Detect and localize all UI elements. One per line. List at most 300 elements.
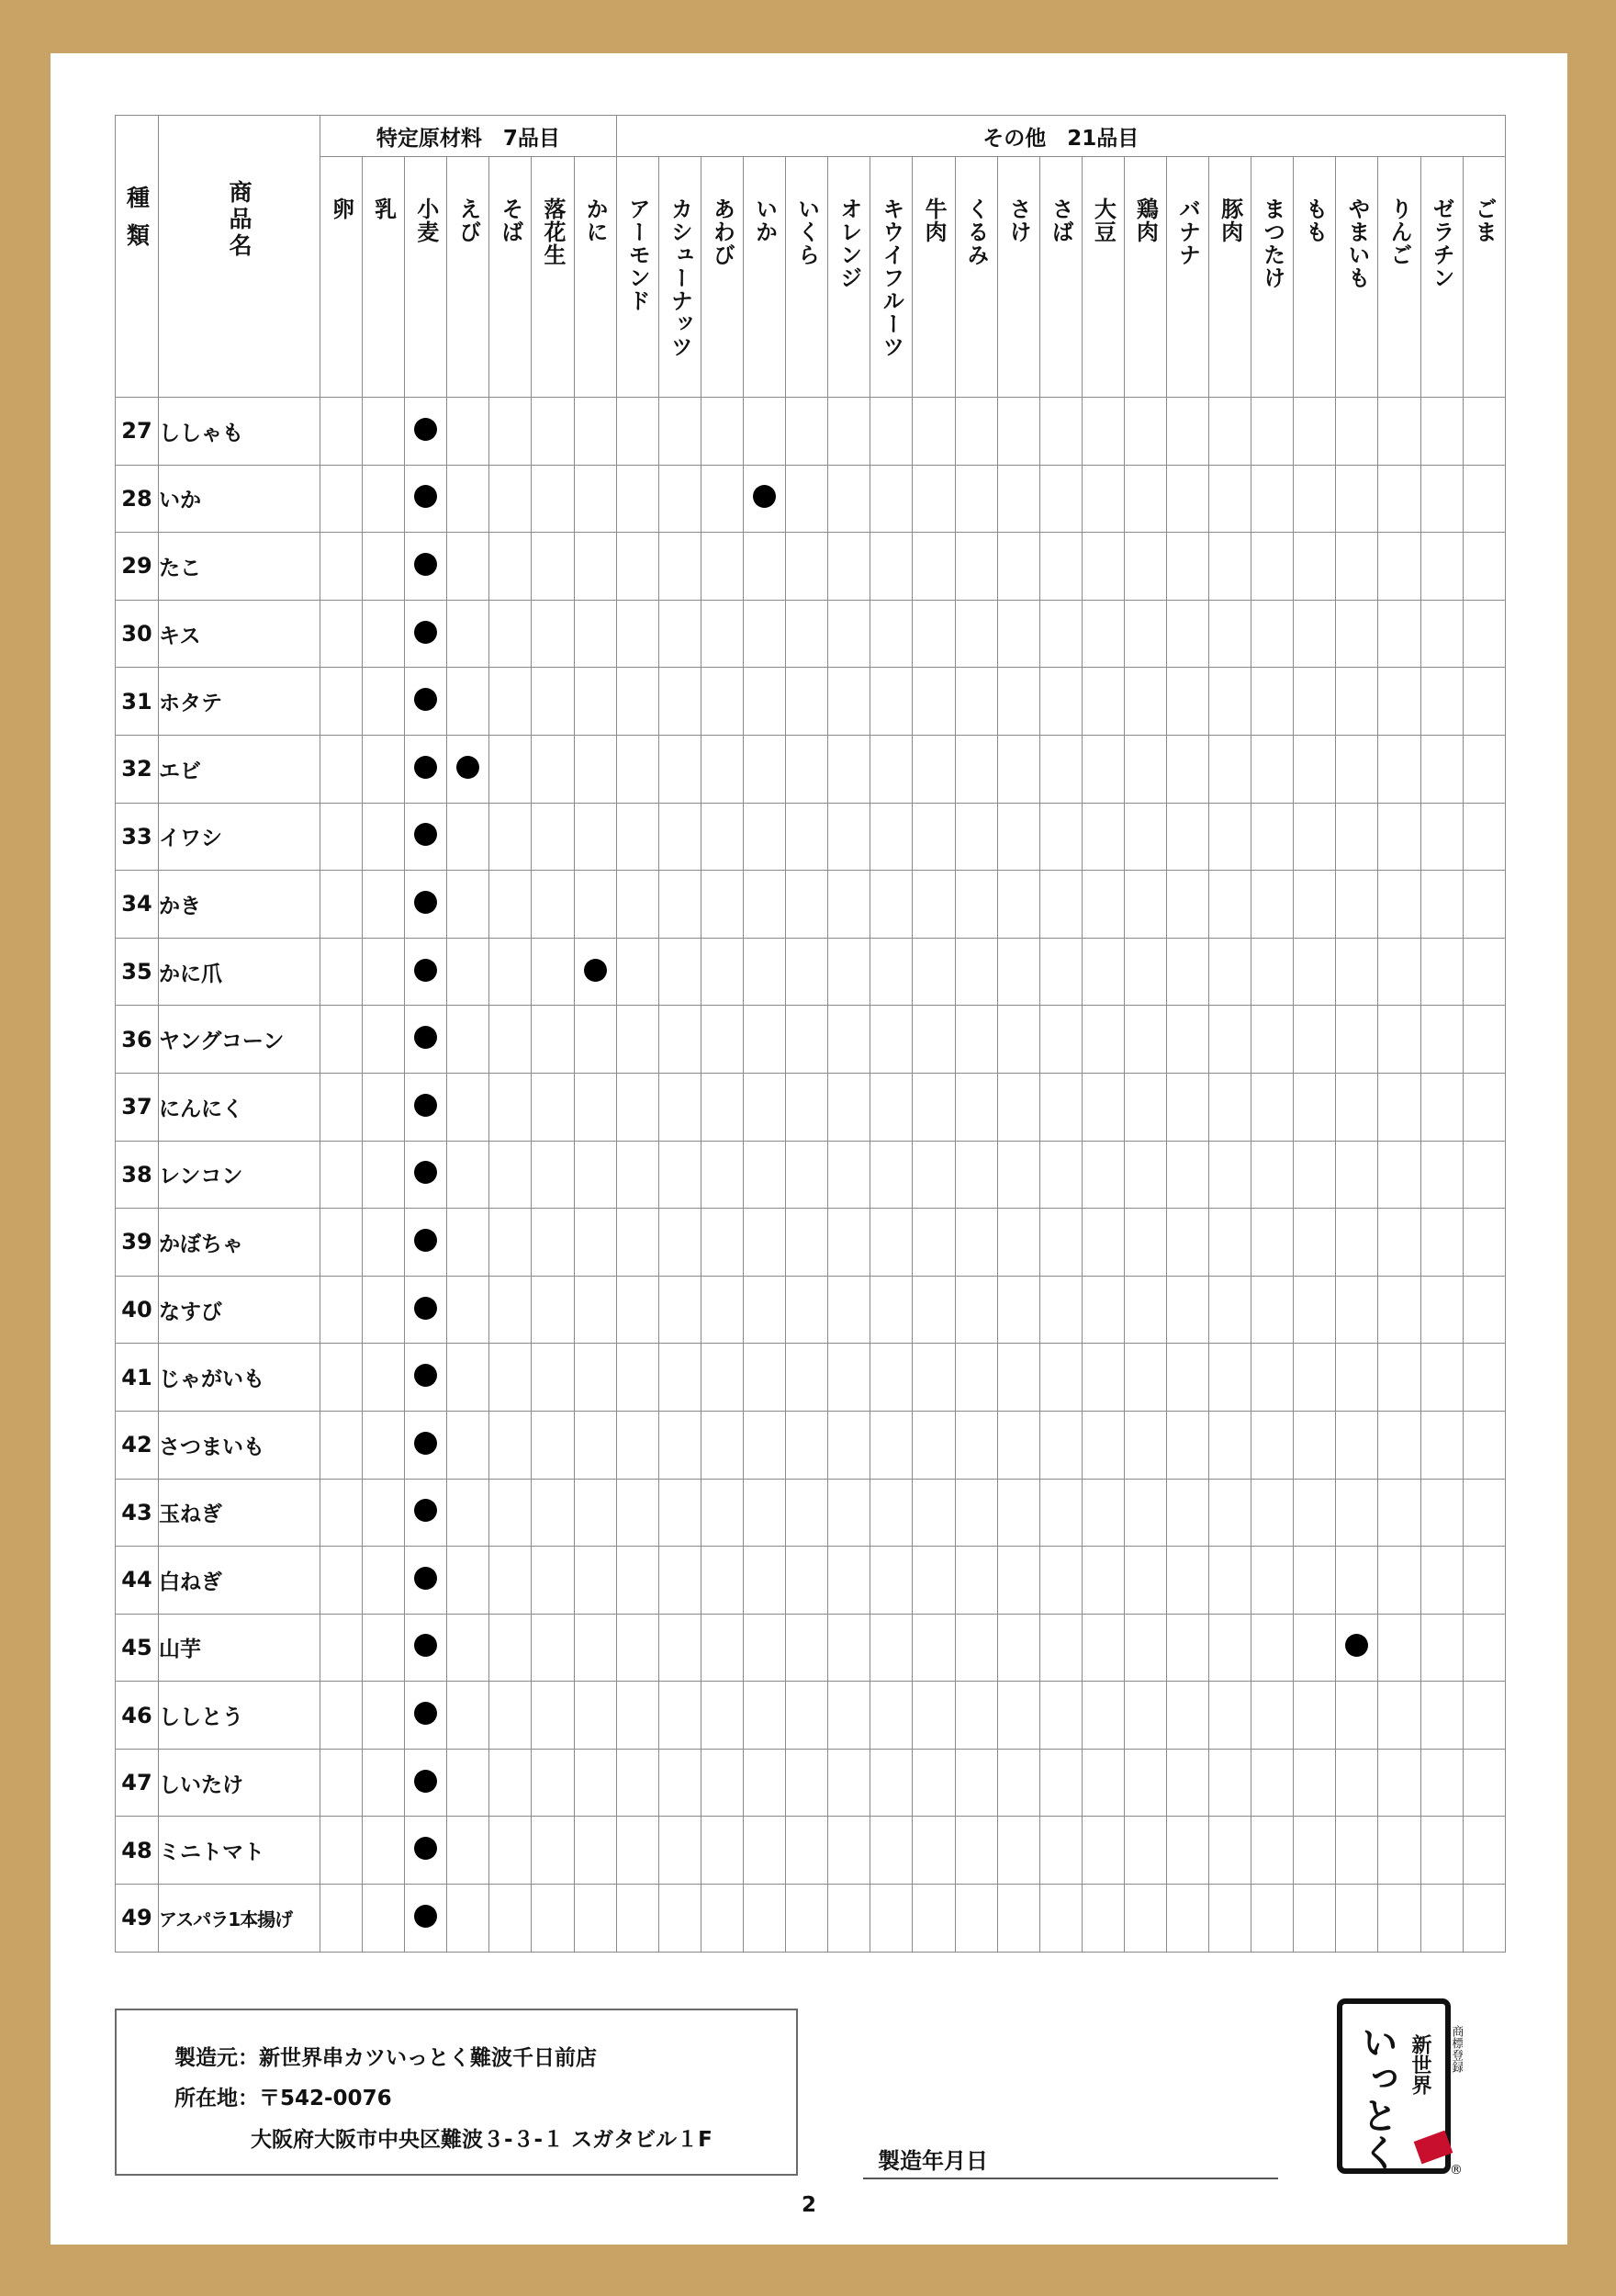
allergen-cell bbox=[1336, 1479, 1378, 1547]
allergen-cell bbox=[320, 668, 363, 736]
allergen-cell bbox=[1251, 803, 1294, 871]
allergen-cell bbox=[447, 465, 489, 533]
allergen-cell bbox=[1251, 1614, 1294, 1682]
table-row bbox=[116, 803, 1506, 871]
allergen-cell bbox=[447, 668, 489, 736]
allergen-cell bbox=[1378, 668, 1420, 736]
table-row bbox=[116, 398, 1506, 466]
allergen-cell bbox=[1166, 1547, 1208, 1615]
allergen-cell bbox=[616, 1209, 658, 1277]
allergen-cell bbox=[1378, 803, 1420, 871]
allergen-cell bbox=[913, 465, 955, 533]
contains-mark bbox=[414, 1026, 437, 1049]
product-name: ホタテ bbox=[159, 668, 320, 736]
allergen-cell bbox=[913, 1749, 955, 1817]
allergen-cell bbox=[1336, 1682, 1378, 1750]
allergen-cell bbox=[1420, 1209, 1463, 1277]
allergen-cell bbox=[1336, 735, 1378, 803]
allergen-cell bbox=[1251, 465, 1294, 533]
contains-mark bbox=[414, 485, 437, 508]
allergen-cell bbox=[955, 668, 997, 736]
allergen-cell bbox=[1209, 1141, 1251, 1209]
allergen-cell bbox=[1463, 600, 1505, 668]
allergen-cell bbox=[1463, 1344, 1505, 1412]
allergen-cell bbox=[701, 1682, 743, 1750]
allergen-cell bbox=[489, 1885, 532, 1953]
allergen-header-15: くるみ bbox=[955, 157, 997, 398]
allergen-cell bbox=[997, 1006, 1039, 1074]
logo-main-text: いっとく bbox=[1355, 2023, 1399, 2170]
allergen-cell bbox=[1039, 938, 1082, 1006]
row-number: 39 bbox=[116, 1209, 159, 1277]
allergen-cell bbox=[1039, 465, 1082, 533]
allergen-cell bbox=[1124, 398, 1166, 466]
allergen-cell bbox=[1420, 1885, 1463, 1953]
allergen-cell bbox=[320, 398, 363, 466]
allergen-cell bbox=[1294, 668, 1336, 736]
allergen-cell bbox=[489, 1817, 532, 1885]
table-row bbox=[116, 533, 1506, 601]
allergen-cell bbox=[616, 803, 658, 871]
allergen-cell bbox=[363, 600, 405, 668]
allergen-cell bbox=[870, 1006, 913, 1074]
allergen-cell bbox=[744, 398, 786, 466]
allergen-cell bbox=[1251, 871, 1294, 939]
allergen-cell bbox=[786, 600, 828, 668]
allergen-cell bbox=[616, 1006, 658, 1074]
allergen-cell bbox=[405, 668, 447, 736]
allergen-cell bbox=[363, 668, 405, 736]
row-number: 35 bbox=[116, 938, 159, 1006]
allergen-cell bbox=[489, 938, 532, 1006]
allergen-cell bbox=[1082, 1073, 1124, 1141]
allergen-cell bbox=[1209, 1073, 1251, 1141]
allergen-header-27: ごま bbox=[1463, 157, 1505, 398]
allergen-header-0: 卵 bbox=[320, 157, 363, 398]
allergen-cell bbox=[828, 1479, 870, 1547]
allergen-cell bbox=[1420, 871, 1463, 939]
allergen-cell bbox=[744, 1411, 786, 1479]
allergen-cell bbox=[786, 1344, 828, 1412]
allergen-cell bbox=[447, 533, 489, 601]
allergen-cell bbox=[955, 803, 997, 871]
allergen-cell bbox=[489, 1006, 532, 1074]
allergen-cell bbox=[616, 1141, 658, 1209]
allergen-table bbox=[115, 115, 1506, 1953]
allergen-cell bbox=[405, 1614, 447, 1682]
allergen-cell bbox=[658, 1073, 701, 1141]
allergen-cell bbox=[658, 465, 701, 533]
allergen-cell bbox=[828, 1276, 870, 1344]
allergen-cell bbox=[1039, 1141, 1082, 1209]
allergen-cell bbox=[1039, 1817, 1082, 1885]
allergen-cell bbox=[1166, 1209, 1208, 1277]
allergen-cell bbox=[447, 1141, 489, 1209]
allergen-cell bbox=[1039, 871, 1082, 939]
allergen-cell bbox=[1082, 668, 1124, 736]
allergen-cell bbox=[1209, 1411, 1251, 1479]
allergen-cell bbox=[1420, 1073, 1463, 1141]
product-name: かに爪 bbox=[159, 938, 320, 1006]
allergen-cell bbox=[1251, 938, 1294, 1006]
allergen-cell bbox=[744, 1885, 786, 1953]
contains-mark bbox=[414, 1702, 437, 1725]
allergen-cell bbox=[997, 1749, 1039, 1817]
allergen-cell bbox=[955, 1411, 997, 1479]
manufacturer-text: 製造元：新世界串カツいっとく難波千日前店 bbox=[174, 2046, 597, 2070]
allergen-cell bbox=[489, 533, 532, 601]
product-name: にんにく bbox=[159, 1073, 320, 1141]
allergen-cell bbox=[955, 600, 997, 668]
allergen-cell bbox=[786, 1209, 828, 1277]
allergen-cell bbox=[1336, 465, 1378, 533]
allergen-cell bbox=[1209, 1006, 1251, 1074]
allergen-cell bbox=[870, 1479, 913, 1547]
allergen-cell bbox=[447, 1682, 489, 1750]
allergen-cell bbox=[1209, 1682, 1251, 1750]
allergen-header-5: 落花生 bbox=[532, 157, 574, 398]
allergen-cell bbox=[744, 600, 786, 668]
allergen-cell bbox=[616, 1817, 658, 1885]
allergen-cell bbox=[1124, 1073, 1166, 1141]
allergen-cell bbox=[955, 1749, 997, 1817]
allergen-cell bbox=[447, 803, 489, 871]
allergen-cell bbox=[828, 398, 870, 466]
allergen-cell bbox=[997, 938, 1039, 1006]
allergen-cell bbox=[447, 735, 489, 803]
row-number: 41 bbox=[116, 1344, 159, 1412]
allergen-cell bbox=[363, 1479, 405, 1547]
allergen-cell bbox=[489, 1276, 532, 1344]
table-row bbox=[116, 1411, 1506, 1479]
allergen-cell bbox=[701, 1073, 743, 1141]
allergen-header-22: まつたけ bbox=[1251, 157, 1294, 398]
allergen-cell bbox=[786, 938, 828, 1006]
allergen-cell bbox=[532, 1073, 574, 1141]
row-number: 28 bbox=[116, 465, 159, 533]
allergen-cell bbox=[1463, 465, 1505, 533]
allergen-cell bbox=[1378, 1479, 1420, 1547]
allergen-cell bbox=[701, 1479, 743, 1547]
table-row bbox=[116, 735, 1506, 803]
product-name: たこ bbox=[159, 533, 320, 601]
allergen-cell bbox=[489, 1479, 532, 1547]
allergen-cell bbox=[997, 1209, 1039, 1277]
allergen-cell bbox=[913, 600, 955, 668]
allergen-cell bbox=[1420, 668, 1463, 736]
product-name: ししゃも bbox=[159, 398, 320, 466]
allergen-cell bbox=[532, 1749, 574, 1817]
allergen-cell bbox=[870, 871, 913, 939]
allergen-cell bbox=[1294, 1479, 1336, 1547]
allergen-cell bbox=[1209, 1209, 1251, 1277]
allergen-cell bbox=[1166, 1006, 1208, 1074]
allergen-cell bbox=[1082, 1209, 1124, 1277]
allergen-cell bbox=[1463, 398, 1505, 466]
allergen-cell bbox=[532, 1006, 574, 1074]
allergen-cell bbox=[1251, 1276, 1294, 1344]
allergen-cell bbox=[405, 398, 447, 466]
allergen-cell bbox=[1336, 1614, 1378, 1682]
allergen-cell bbox=[1294, 398, 1336, 466]
allergen-cell bbox=[1082, 1749, 1124, 1817]
allergen-cell bbox=[786, 803, 828, 871]
allergen-cell bbox=[1463, 668, 1505, 736]
allergen-cell bbox=[1082, 398, 1124, 466]
table-body bbox=[116, 398, 1506, 1953]
allergen-cell bbox=[1082, 533, 1124, 601]
allergen-cell bbox=[1336, 600, 1378, 668]
table-row bbox=[116, 668, 1506, 736]
allergen-cell bbox=[447, 1614, 489, 1682]
allergen-cell bbox=[616, 1411, 658, 1479]
allergen-cell bbox=[532, 1885, 574, 1953]
allergen-cell bbox=[955, 1614, 997, 1682]
allergen-cell bbox=[1378, 1749, 1420, 1817]
contains-mark bbox=[414, 891, 437, 914]
allergen-cell bbox=[1336, 803, 1378, 871]
allergen-cell bbox=[997, 1276, 1039, 1344]
allergen-cell bbox=[658, 600, 701, 668]
allergen-cell bbox=[574, 1614, 616, 1682]
allergen-cell bbox=[997, 465, 1039, 533]
allergen-cell bbox=[489, 1682, 532, 1750]
allergen-cell bbox=[405, 1073, 447, 1141]
allergen-cell bbox=[1378, 1276, 1420, 1344]
allergen-cell bbox=[532, 1209, 574, 1277]
allergen-cell bbox=[1124, 1682, 1166, 1750]
allergen-header-7: アーモンド bbox=[616, 157, 658, 398]
allergen-cell bbox=[1209, 803, 1251, 871]
allergen-cell bbox=[1251, 1141, 1294, 1209]
allergen-cell bbox=[1124, 803, 1166, 871]
product-name: 白ねぎ bbox=[159, 1547, 320, 1615]
allergen-cell bbox=[828, 1344, 870, 1412]
contains-mark bbox=[414, 1297, 437, 1320]
allergen-cell bbox=[320, 1885, 363, 1953]
product-name: イワシ bbox=[159, 803, 320, 871]
allergen-cell bbox=[1336, 871, 1378, 939]
allergen-cell bbox=[1336, 398, 1378, 466]
allergen-cell bbox=[870, 1885, 913, 1953]
allergen-cell bbox=[1209, 1547, 1251, 1615]
contains-mark bbox=[414, 1161, 437, 1184]
allergen-header-11: いくら bbox=[786, 157, 828, 398]
allergen-cell bbox=[1209, 735, 1251, 803]
allergen-cell bbox=[1463, 938, 1505, 1006]
allergen-cell bbox=[447, 1479, 489, 1547]
allergen-cell bbox=[489, 398, 532, 466]
allergen-cell bbox=[1251, 1209, 1294, 1277]
product-name: エビ bbox=[159, 735, 320, 803]
allergen-cell bbox=[870, 398, 913, 466]
contains-mark bbox=[414, 1229, 437, 1252]
allergen-cell bbox=[1039, 398, 1082, 466]
allergen-cell bbox=[1082, 1479, 1124, 1547]
allergen-cell bbox=[786, 1749, 828, 1817]
allergen-cell bbox=[658, 1411, 701, 1479]
allergen-cell bbox=[447, 398, 489, 466]
allergen-cell bbox=[1124, 1817, 1166, 1885]
allergen-cell bbox=[1124, 1614, 1166, 1682]
row-number: 42 bbox=[116, 1411, 159, 1479]
allergen-cell bbox=[1336, 1547, 1378, 1615]
contains-mark bbox=[414, 1432, 437, 1455]
allergen-cell bbox=[1039, 600, 1082, 668]
allergen-cell bbox=[447, 1344, 489, 1412]
allergen-cell bbox=[574, 600, 616, 668]
allergen-cell bbox=[574, 398, 616, 466]
allergen-cell bbox=[405, 1749, 447, 1817]
allergen-cell bbox=[320, 1073, 363, 1141]
contains-mark bbox=[414, 553, 437, 576]
allergen-cell bbox=[1209, 1276, 1251, 1344]
allergen-cell bbox=[320, 1006, 363, 1074]
allergen-cell bbox=[1378, 938, 1420, 1006]
allergen-cell bbox=[447, 1817, 489, 1885]
allergen-cell bbox=[616, 1682, 658, 1750]
allergen-cell bbox=[658, 1547, 701, 1615]
allergen-cell bbox=[828, 1885, 870, 1953]
allergen-cell bbox=[997, 533, 1039, 601]
allergen-cell bbox=[955, 1885, 997, 1953]
registered-mark: ® bbox=[1450, 2163, 1463, 2177]
allergen-cell bbox=[828, 735, 870, 803]
allergen-cell bbox=[489, 1614, 532, 1682]
allergen-cell bbox=[1251, 1682, 1294, 1750]
allergen-cell bbox=[574, 1411, 616, 1479]
address-street: 大阪府大阪市中央区難波３-３-１ スガタビル１F bbox=[251, 2128, 713, 2152]
allergen-cell bbox=[997, 735, 1039, 803]
allergen-cell bbox=[1209, 600, 1251, 668]
allergen-cell bbox=[1420, 1547, 1463, 1615]
allergen-cell bbox=[744, 803, 786, 871]
allergen-cell bbox=[658, 1614, 701, 1682]
allergen-cell bbox=[658, 533, 701, 601]
allergen-cell bbox=[913, 1209, 955, 1277]
allergen-cell bbox=[913, 803, 955, 871]
allergen-cell bbox=[1463, 1547, 1505, 1615]
allergen-cell bbox=[1124, 1749, 1166, 1817]
contains-mark bbox=[414, 1837, 437, 1860]
allergen-cell bbox=[616, 871, 658, 939]
allergen-cell bbox=[447, 1749, 489, 1817]
table-row bbox=[116, 1141, 1506, 1209]
allergen-cell bbox=[913, 1682, 955, 1750]
allergen-cell bbox=[405, 1344, 447, 1412]
allergen-cell bbox=[1209, 533, 1251, 601]
allergen-cell bbox=[701, 1817, 743, 1885]
allergen-cell bbox=[1124, 1006, 1166, 1074]
allergen-cell bbox=[574, 533, 616, 601]
allergen-header-18: 大豆 bbox=[1082, 157, 1124, 398]
allergen-cell bbox=[786, 1141, 828, 1209]
allergen-cell bbox=[1378, 871, 1420, 939]
allergen-cell bbox=[532, 1344, 574, 1412]
allergen-cell bbox=[1463, 1817, 1505, 1885]
allergen-cell bbox=[1463, 1614, 1505, 1682]
allergen-cell bbox=[489, 1749, 532, 1817]
allergen-cell bbox=[1463, 1885, 1505, 1953]
logo-side-text: 商標登録 bbox=[1449, 2025, 1463, 2073]
allergen-cell bbox=[913, 1006, 955, 1074]
allergen-cell bbox=[616, 1479, 658, 1547]
allergen-cell bbox=[913, 533, 955, 601]
table-row bbox=[116, 1209, 1506, 1277]
allergen-cell bbox=[955, 533, 997, 601]
allergen-cell bbox=[1082, 803, 1124, 871]
allergen-cell bbox=[701, 465, 743, 533]
allergen-cell bbox=[1251, 398, 1294, 466]
allergen-cell bbox=[828, 1073, 870, 1141]
allergen-cell bbox=[955, 1682, 997, 1750]
allergen-cell bbox=[1294, 1073, 1336, 1141]
allergen-cell bbox=[1420, 533, 1463, 601]
allergen-cell bbox=[701, 1276, 743, 1344]
allergen-cell bbox=[532, 1817, 574, 1885]
allergen-cell bbox=[1039, 1006, 1082, 1074]
allergen-cell bbox=[828, 803, 870, 871]
allergen-cell bbox=[1463, 1411, 1505, 1479]
allergen-cell bbox=[1166, 938, 1208, 1006]
allergen-cell bbox=[489, 803, 532, 871]
allergen-cell bbox=[1294, 533, 1336, 601]
allergen-cell bbox=[574, 465, 616, 533]
allergen-cell bbox=[405, 803, 447, 871]
row-number: 47 bbox=[116, 1749, 159, 1817]
product-name: なすび bbox=[159, 1276, 320, 1344]
allergen-cell bbox=[955, 871, 997, 939]
allergen-cell bbox=[1336, 1411, 1378, 1479]
allergen-cell bbox=[1294, 1344, 1336, 1412]
allergen-cell bbox=[616, 1276, 658, 1344]
allergen-cell bbox=[701, 600, 743, 668]
allergen-cell bbox=[1166, 600, 1208, 668]
allergen-cell bbox=[574, 668, 616, 736]
allergen-cell bbox=[786, 1073, 828, 1141]
allergen-cell bbox=[870, 1073, 913, 1141]
allergen-cell bbox=[955, 465, 997, 533]
allergen-cell bbox=[405, 1209, 447, 1277]
allergen-cell bbox=[997, 1817, 1039, 1885]
allergen-cell bbox=[1251, 600, 1294, 668]
allergen-cell bbox=[658, 938, 701, 1006]
allergen-cell bbox=[532, 668, 574, 736]
allergen-cell bbox=[913, 1547, 955, 1615]
allergen-cell bbox=[532, 938, 574, 1006]
allergen-cell bbox=[955, 1209, 997, 1277]
ittoku-logo bbox=[1336, 1998, 1463, 2177]
row-number: 49 bbox=[116, 1885, 159, 1953]
allergen-cell bbox=[320, 735, 363, 803]
allergen-cell bbox=[1336, 1749, 1378, 1817]
allergen-cell bbox=[913, 1885, 955, 1953]
allergen-cell bbox=[574, 871, 616, 939]
allergen-cell bbox=[1336, 668, 1378, 736]
allergen-cell bbox=[1039, 1682, 1082, 1750]
allergen-cell bbox=[1209, 465, 1251, 533]
allergen-cell bbox=[447, 1276, 489, 1344]
allergen-cell bbox=[701, 1344, 743, 1412]
allergen-cell bbox=[574, 1817, 616, 1885]
allergen-cell bbox=[532, 1479, 574, 1547]
table-row bbox=[116, 1817, 1506, 1885]
allergen-cell bbox=[616, 398, 658, 466]
allergen-cell bbox=[955, 1276, 997, 1344]
allergen-cell bbox=[1294, 803, 1336, 871]
allergen-cell bbox=[1209, 1344, 1251, 1412]
allergen-cell bbox=[955, 1817, 997, 1885]
